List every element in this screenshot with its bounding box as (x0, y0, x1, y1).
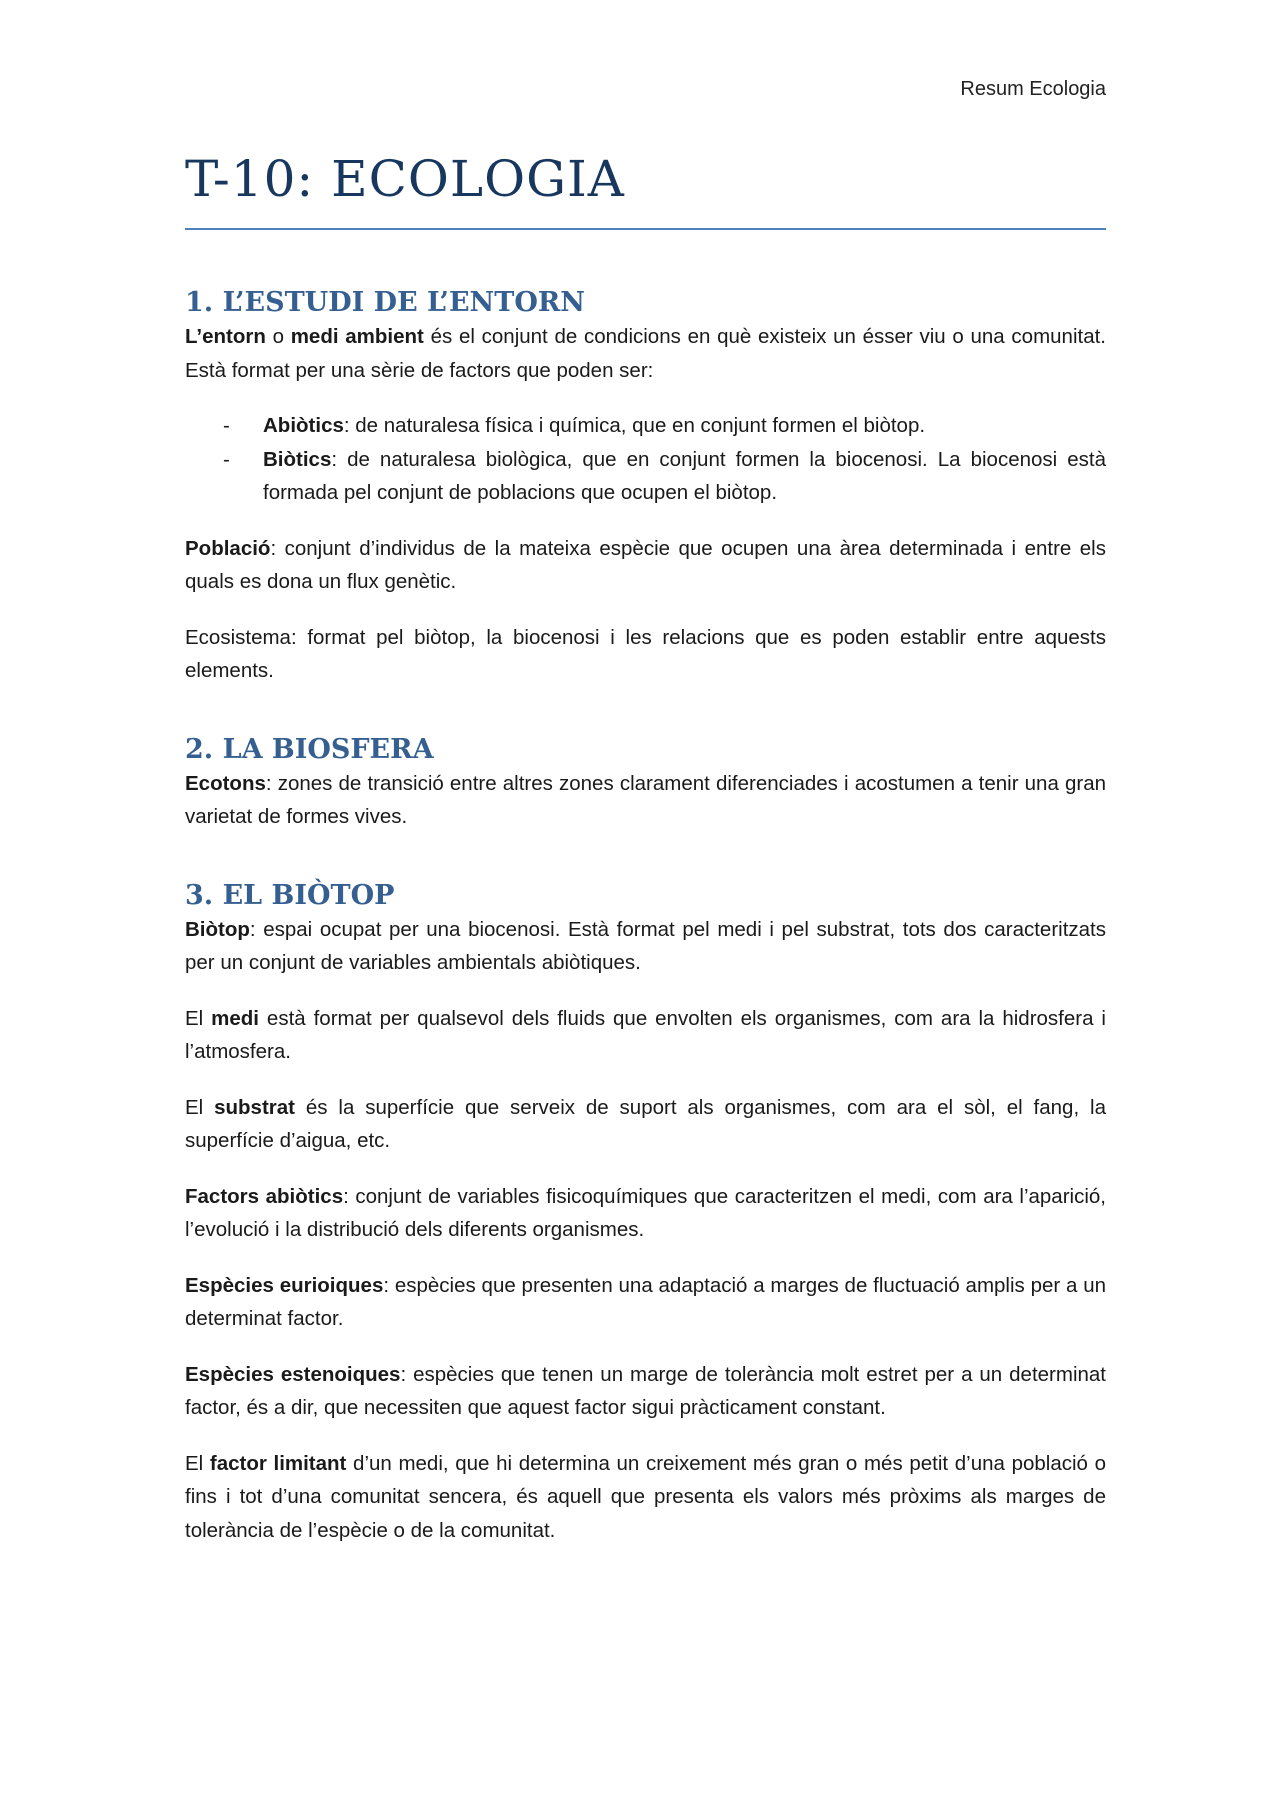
text-run: : de naturalesa física i química, que en conjunt formen el biòtop. (343, 414, 926, 437)
text-run: : espècies que presenten una adaptació a marges de fluctuació amplis per a un determinat factor. (185, 1273, 1106, 1330)
paragraph-medi (185, 1002, 1106, 1069)
text-run: està format per qualsevol dels fluids que envolten els organismes, com ara la hidrosfera i l’atmosfera. (185, 1006, 1106, 1063)
text-run: és la superfície que serveix de suport als organismes, com ara el sòl, el fang, la superfície d’aigua, etc. (185, 1095, 1106, 1152)
section-heading: 2. LA BIOSFERA (185, 733, 434, 765)
bold-term: medi (211, 1006, 260, 1030)
section-biosfera (185, 730, 1106, 834)
paragraph-entorn (185, 320, 1106, 387)
section-estudi-entorn (185, 283, 1106, 688)
section-heading: 3. EL BIÒTOP (185, 879, 395, 911)
text-run: : conjunt de variables fisicoquímiques que caracteritzen el medi, com ara l’aparició, l’evolució i la distribució dels diferents organismes. (185, 1184, 1106, 1241)
text-run: : de naturalesa biològica, que en conjunt formen la biocenosi. La biocenosi està formada pel conjunt de poblacions que ocupen el biòtop. (263, 447, 1106, 504)
text-run: El (185, 1095, 215, 1119)
list-bullet: - (223, 447, 230, 471)
paragraph-especies-estenoiques (185, 1358, 1106, 1425)
text-run: : espècies que tenen un marge de tolerància molt estret per a un determinat factor, és a dir, que necessiten que aquest factor sigui pràcticament constant. (185, 1362, 1106, 1419)
bold-term: Abiòtics (263, 414, 344, 437)
bold-term: Ecotons (185, 771, 266, 795)
text-run: : conjunt d’individus de la mateixa espècie que ocupen una àrea determinada i entre els quals es dona un flux genètic. (185, 536, 1106, 593)
bold-term: Població (185, 536, 271, 560)
document-body (185, 283, 1106, 1547)
list-item-text (263, 414, 925, 437)
paragraph-poblacio (185, 532, 1106, 599)
list-item-abiotics (185, 409, 1106, 443)
bold-term: Biòtop (185, 917, 250, 941)
text-run: d’un medi, que hi determina un creixement més gran o més petit d’una població o fins i tot d’una comunitat sencera, és aquell que presenta els valors més pròxims als marges de tolerància de l’espècie o de la comunitat. (185, 1451, 1106, 1542)
text-run: o (265, 325, 291, 348)
paragraph-substrat (185, 1091, 1106, 1158)
text-run: El (185, 1006, 212, 1030)
text-run: : zones de transició entre altres zones clarament diferenciades i acostumen a tenir una gran varietat de formes vives. (185, 771, 1106, 828)
text-run: Ecosistema: format pel biòtop, la biocenosi i les relacions que es poden establir entre aquests elements. (185, 625, 1106, 682)
paragraph-factors-abiotics (185, 1180, 1106, 1247)
factor-list (185, 409, 1106, 510)
text-run: és el conjunt de condicions en què existeix un ésser viu o una comunitat. Està format per una sèrie de factors que poden ser: (185, 325, 1107, 382)
bold-term: medi ambient (290, 325, 424, 348)
list-item-biotics (185, 443, 1106, 510)
title-underline (185, 228, 1106, 230)
text-run: El (185, 1451, 210, 1475)
bold-term: Espècies eurioiques (185, 1273, 384, 1297)
document-title: T-10: ECOLOGIA (185, 150, 625, 208)
text-run: : espai ocupat per una biocenosi. Està format pel medi i pel substrat, tots dos caracteritzats per un conjunt de variables ambientals abiòtiques. (185, 917, 1106, 974)
bold-term: Factors abiòtics (185, 1184, 344, 1208)
paragraph-ecosistema (185, 621, 1106, 688)
section-biotop (185, 876, 1106, 1548)
list-bullet: - (223, 414, 230, 437)
list-item-text (263, 448, 1106, 505)
running-header: Resum Ecologia (960, 78, 1106, 100)
section-heading: 1. L’ESTUDI DE L’ENTORN (185, 287, 585, 318)
paragraph-ecotons (185, 767, 1106, 834)
paragraph-biotop (185, 913, 1106, 980)
bold-term: Espècies estenoiques (185, 1362, 401, 1386)
bold-term: factor limitant (209, 1451, 347, 1475)
bold-term: substrat (214, 1095, 295, 1119)
bold-term: L’entorn (185, 325, 266, 348)
paragraph-factor-limitant (185, 1447, 1106, 1548)
paragraph-especies-eurioiques (185, 1269, 1106, 1336)
bold-term: Biòtics (263, 447, 332, 471)
